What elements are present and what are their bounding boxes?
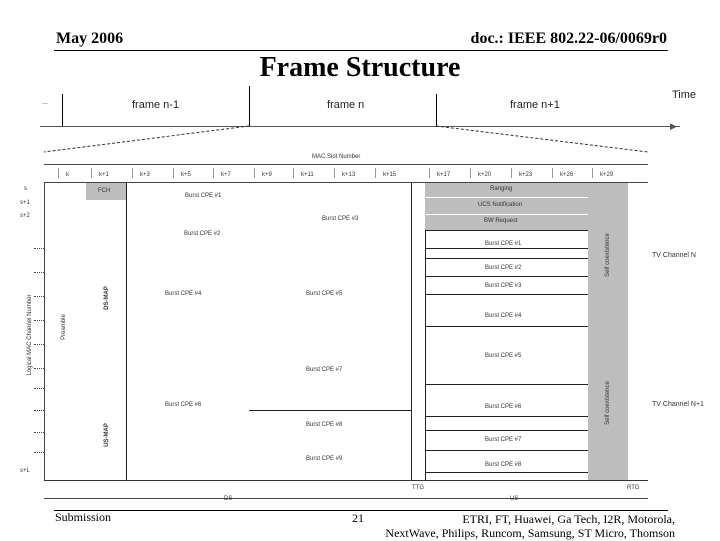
us-burst-boundary [425,472,588,473]
slot-label: k+17 [437,172,451,178]
us-burst: Burst CPE #7 [485,437,522,443]
frame-bottom-edge [44,480,648,481]
us-burst-boundary [425,326,588,327]
slot-label: k+1 [99,172,109,178]
us-burst-boundary [425,248,588,249]
row-label-s-plus-L: s+L [20,468,30,474]
row-marker [34,296,44,297]
self-coexistence-bottom-label: Self coexistence [605,381,611,425]
slot-tick [173,168,174,178]
frame-next-label: frame n+1 [510,99,560,111]
self-coexistence-top-label: Self coexistence [605,233,611,277]
us-burst: Burst CPE #6 [485,404,522,410]
frame-prev-label: frame n-1 [132,99,180,111]
slot-tick [511,168,512,178]
us-burst: Burst CPE #5 [485,353,522,359]
row-axis-label: Logical MAC Channel Number [27,294,33,376]
ds-burst: Burst CPE #6 [165,402,202,408]
us-burst-boundary [425,294,588,295]
us-burst: Burst CPE #1 [485,241,522,247]
slide-title: Frame Structure [259,52,461,83]
us-burst: Burst CPE #3 [485,283,522,289]
slot-label: k+15 [383,172,397,178]
ds-burst: Burst CPE #7 [306,367,343,373]
slot-tick [213,168,214,178]
slot-ruler-top [44,164,648,165]
ucs-label: UCS Notification [478,202,523,208]
ds-burst: Burst CPE #5 [306,291,343,297]
timeline-ellipsis: ... [42,99,48,106]
us-burst-boundary [425,276,588,277]
slot-tick [132,168,133,178]
us-map-label: US-MAP [104,423,110,447]
tv-channel-bottom-label: TV Channel N+1 [652,401,704,408]
us-axis-label: US [510,496,519,502]
bw-request-label: BW Request [484,218,518,224]
ds-burst: Burst CPE #9 [306,456,343,462]
row-label-s-plus-2: s+2 [20,213,30,219]
bottom-axis-line [44,498,648,499]
footer-authors-line1: ETRI, FT, Huawei, Ga Tech, I2R, Motorola, [462,512,675,526]
slot-tick [254,168,255,178]
ds-end-line [411,183,412,480]
ds-burst: Burst CPE #1 [185,193,222,199]
ds-burst: Burst CPE #8 [306,422,343,428]
frame-current-label: frame n [327,99,365,111]
ds-burst-boundary [249,410,411,411]
slot-axis-caption: MAC Slot Number [312,154,361,160]
row-label-s-plus-1: s+1 [20,200,30,206]
row-marker [34,452,44,453]
ttg-label: TTG [412,485,424,491]
us-burst-boundary [425,230,588,231]
map-column-divider [126,183,127,480]
footer-authors-line2: NextWave, Philips, Runcom, Samsung, ST Micro, Thomson [385,526,675,540]
us-burst: Burst CPE #8 [485,462,522,468]
slot-tick [429,168,430,178]
row-marker [34,344,44,345]
timeline-arrow-icon: ▶ [670,121,677,131]
us-burst-boundary [425,384,588,385]
slot-tick [470,168,471,178]
slot-label: k+13 [342,172,356,178]
slot-label: k+11 [301,172,314,178]
preamble-label: Preamble [61,314,67,340]
us-burst-boundary [425,416,588,417]
us-header-divider [425,197,588,198]
slot-label: k+3 [140,172,150,178]
us-burst: Burst CPE #4 [485,313,522,319]
time-label: Time [672,89,697,101]
slot-label: k [66,172,69,178]
slot-tick [91,168,92,178]
row-marker [34,248,44,249]
row-marker [34,432,44,433]
ds-burst: Burst CPE #4 [165,291,202,297]
slot-label: k+29 [600,172,614,178]
slot-label: k+26 [560,172,574,178]
fch-label: FCH [98,188,111,194]
slot-label: k+20 [478,172,492,178]
slot-label: k+23 [519,172,533,178]
slot-tick [58,168,59,178]
footer-page-number: 21 [352,511,364,525]
us-burst-boundary [425,258,588,259]
us-burst-boundary [425,430,588,431]
ds-axis-label: DS [224,496,233,502]
us-burst: Burst CPE #2 [485,265,522,271]
slot-tick [375,168,376,178]
row-label-s: s [24,186,27,192]
ds-burst: Burst CPE #2 [184,231,221,237]
footer-submission: Submission [55,510,112,524]
tv-channel-top-label: TV Channel N [652,252,696,259]
ds-map-label: DS-MAP [104,286,110,310]
slot-label: k+9 [262,172,272,178]
row-marker [34,388,44,389]
ds-burst: Burst CPE #3 [322,216,359,222]
row-marker [34,272,44,273]
slot-tick [293,168,294,178]
rtg-label: RTG [627,485,640,491]
slot-label: k+7 [221,172,231,178]
header-doc-id: doc.: IEEE 802.22-06/0069r0 [470,30,667,47]
header-date: May 2006 [56,30,124,47]
row-marker [34,320,44,321]
row-marker [34,368,44,369]
slot-tick [334,168,335,178]
us-header-divider [425,214,588,215]
slot-tick [592,168,593,178]
row-marker [34,410,44,411]
ranging-label: Ranging [490,186,513,192]
slot-label: k+5 [181,172,191,178]
slot-tick [552,168,553,178]
us-burst-boundary [425,450,588,451]
frame-left-edge [44,182,45,480]
